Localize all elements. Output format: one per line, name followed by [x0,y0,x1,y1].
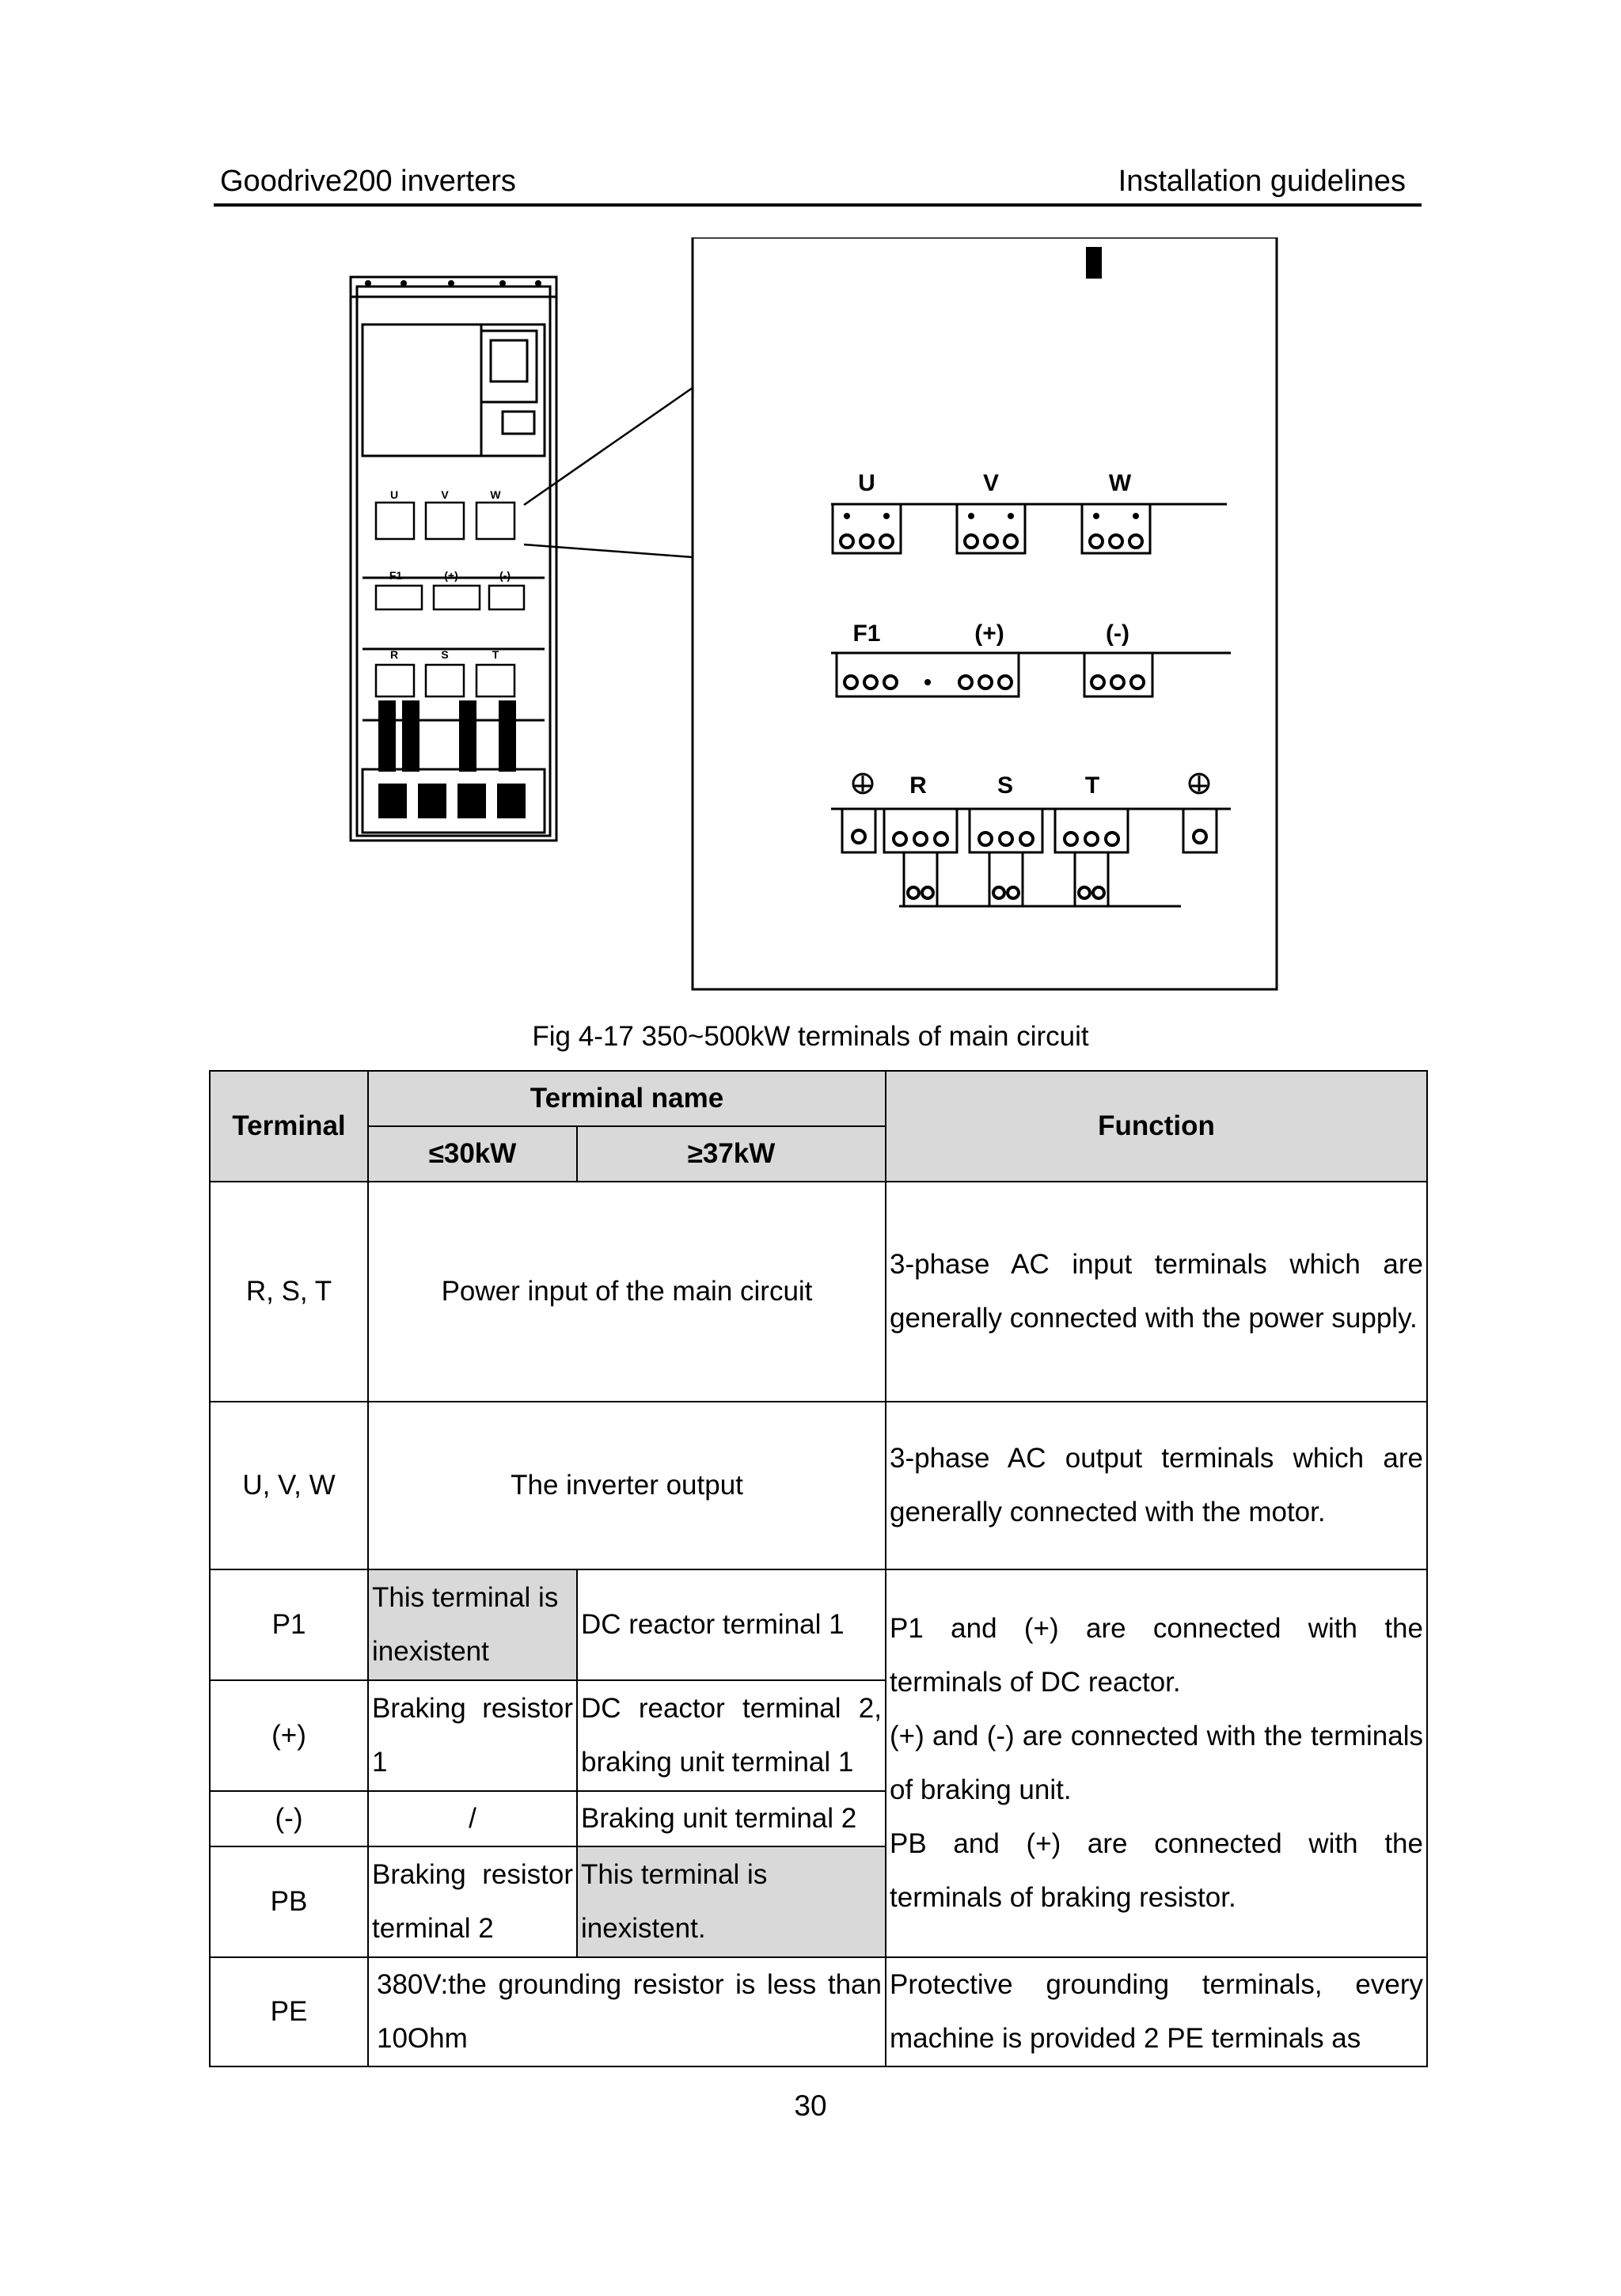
small-label-v: V [441,488,449,501]
detail-label-v: V [982,470,1000,496]
detail-box [693,237,1277,989]
ge37kw-cell: Braking unit terminal 2 [577,1791,886,1846]
page-number: 30 [794,2089,827,2122]
table-row [210,1182,1427,1402]
detail-label-plus: (+) [974,620,1004,647]
detail-label-t: T [1084,772,1100,799]
header-ge37kw: ≥37kW [577,1126,886,1182]
terminal-cell: U, V, W [210,1402,368,1569]
le30kw-cell: This terminal is inexistent [368,1569,577,1680]
detail-label-s: S [997,772,1014,799]
terminal-cell: (+) [210,1680,368,1791]
small-label-s: S [441,648,449,661]
header-title-left: Goodrive200 inverters [220,165,516,198]
le30kw-cell: Braking resistor 1 [368,1680,577,1791]
figure-caption: Fig 4-17 350~500kW terminals of main circuit [532,1021,1089,1052]
terminal-figure [340,237,1290,997]
table-header-row [210,1071,1427,1126]
ge37kw-cell: This terminal is inexistent. [577,1846,886,1957]
terminal-cell: PE [210,1957,368,2066]
terminal-name-cell: The inverter output [368,1402,886,1569]
small-label-u: U [389,488,399,501]
small-label-minus: (-) [499,569,511,582]
input-terminal-row [831,774,1231,906]
terminal-cell: PB [210,1846,368,1957]
terminal-cell: P1 [210,1569,368,1680]
terminal-cell: (-) [210,1791,368,1846]
terminal-name-cell: Power input of the main circuit [368,1182,886,1402]
function-line: PB and (+) are connected with the terminals of braking resistor. [890,1828,1423,1913]
ground-icon [853,774,1209,793]
detail-label-u: U [858,470,875,496]
function-cell: 3-phase AC output terminals which are generally connected with the motor. [886,1402,1427,1569]
header-le30kw: ≤30kW [368,1126,577,1182]
header-title-right: Installation guidelines [1118,165,1406,198]
table-row [210,1957,1427,2066]
header-rule [214,203,1422,207]
detail-top-indicator [1086,247,1102,279]
le30kw-cell: / [368,1791,577,1846]
table-row [210,1402,1427,1569]
function-cell: Protective grounding terminals, every machine is provided 2 PE terminals as [886,1957,1427,2066]
small-terminal-blocks [376,503,524,696]
shared-function-cell [886,1569,1427,1957]
detail-label-r: R [909,772,927,799]
terminal-name-cell: 380V:the grounding resistor is less than 10Ohm [368,1957,886,2066]
header-terminal-name: Terminal name [368,1071,886,1126]
terminal-table [209,1070,1428,2067]
function-line: P1 and (+) are connected with the terminals of DC reactor. [890,1613,1423,1698]
ge37kw-cell: DC reactor terminal 1 [577,1569,886,1680]
function-cell: 3-phase AC input terminals which are generally connected with the power supply. [886,1182,1427,1402]
header-function: Function [886,1071,1427,1182]
small-label-r: R [389,648,399,661]
dc-terminal-row [831,653,1231,696]
small-label-w: W [490,488,501,501]
uvw-terminal-row [831,504,1227,553]
small-label-t: T [492,648,499,661]
small-label-plus: (+) [444,569,458,582]
le30kw-cell: Braking resistor terminal 2 [368,1846,577,1957]
detail-label-minus: (-) [1106,620,1129,647]
ge37kw-cell: DC reactor terminal 2, braking unit terminal 1 [577,1680,886,1791]
detail-label-w: W [1108,470,1132,496]
table-row [210,1569,1427,1680]
header-terminal: Terminal [210,1071,368,1182]
small-label-f1: F1 [389,569,403,582]
terminal-cell: R, S, T [210,1182,368,1402]
terminal-drawing [340,237,1290,997]
small-vents [378,700,526,818]
function-line: (+) and (-) are connected with the terminals of braking unit. [890,1721,1423,1805]
detail-label-f1: F1 [852,620,881,647]
